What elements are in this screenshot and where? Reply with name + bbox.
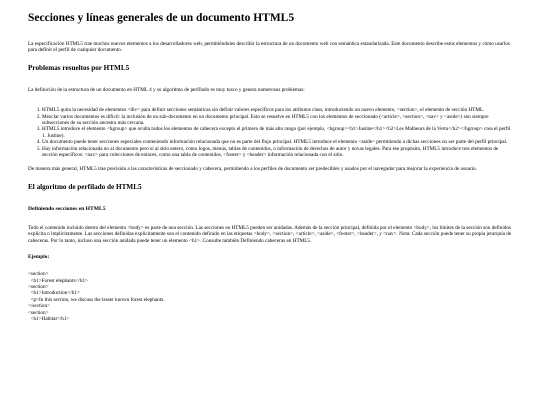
section-heading-problems: Problemas resueltos por HTML5 — [28, 63, 130, 72]
example-label: Ejemplo: — [28, 254, 50, 261]
section-heading-algorithm: El algoritmo de perfilado de HTML5 — [28, 182, 142, 191]
intro-paragraph: La especificación HTML5 trae muchos nuevos elementos a los desarrolladores web, permitiéndoles describir la estructura de un documento web con semántica estandarizada. Este documento describe estos elementos y cómo usarlos para definir el perfil de cualquier documento. — [28, 41, 510, 54]
list-item: 1. HTML5 quita la necesidad de elementos <div> para definir secciones semánticas sin definir valores específicos para los atributos class, introduciendo un nuevo elemento, <section>, el elemento de sección HTML. — [42, 107, 512, 113]
problems-list — [28, 107, 512, 158]
code-example — [28, 271, 512, 322]
problems-intro-paragraph: La definición de la estructura de un documento en HTML 4 y su algoritmo de perfilado es muy tosco y genera numerosos problemas: — [28, 86, 305, 93]
list-item: 4. Un documento puede tener secciones especiales conteniendo información relacionada que no es parte del flujo principal. HTML5 introduce el elemento <aside> permitiendo a dichas secciones no ser parte del perfil principal. — [42, 139, 512, 145]
page-title: Secciones y líneas generales de un documento HTML5 — [28, 12, 295, 24]
code-line: <section> — [28, 309, 49, 316]
list-item: 3. HTML5 introduce el elemento <hgroup> que oculta todos los elementos de cabecera excepto el primero de más alto rango (por ejemplo, <hgroup><h1>Justine</h1><h2>Les Malheurs de la Vertu</h2></hgroup> crea el perfil 1. Justine). — [42, 126, 512, 139]
defining-sections-paragraph: Todo el contenido incluido dentro del elemento <body> es parte de una sección. Las secciones en HTML5 pueden ser anidadas. Además de la sección principal, definida por el elemento <body>, los límites de la sección son definidos explícita o implícitamente. Las secciones definidas explícitamente son el contenido definido en las etiquetas <body>, <section>, <article>, <aside>, <footer>, <header>, y <nav>. Nota: Cada sección puede tener su propia jerarquía de cabeceras. Por lo tanto, incluso una sección anidada puede tener un elemento <h1>. Consulte también Definiendo cabeceras en HTML5. — [28, 224, 512, 244]
subsection-heading-defining-sections: Definiendo secciones en HTML5 — [28, 205, 106, 212]
code-line: </section> — [28, 303, 50, 310]
code-line: <section> — [28, 271, 49, 278]
problems-closing-paragraph: De manera más general, HTML5 trae precisión a las características de seccionado y cabecera, permitiendo a los perfiles de documento ser predecibles y usados por el navegador para mejorar la experiencia de usuario. — [28, 166, 477, 173]
code-line: <h1>Forest elephants</h1> — [28, 277, 88, 284]
code-line: <h1>Habitat</h1> — [28, 315, 70, 322]
code-line: <h1>Introduction</h1> — [28, 290, 80, 297]
list-item: 2. Mezclar varios documentos es difícil: la inclusión de un sub-documento en un documento principal. Esto se resuelve en HTML5 con los elementos de seccionado (<article>, <section>, <nav> y <aside>) son siempre subsecciones de su sección ancestra más cercana. — [42, 114, 512, 127]
list-item: 5. Hay información relacionada no al documento pero sí al sitio entero, como logos, menús, tablas de contenidos, o información de derechos de autor y novas legales. Para ese propósito, HTML5 introduce tres elementos de sección específicos: <nav> para colecciones de enlaces, como una tabla de contenidos, <footer> y <header> información relacionada con el sitio. — [42, 146, 512, 159]
code-line: <section> — [28, 283, 49, 290]
code-line: <p>In this section, we discuss the lesser known forest elephants. — [28, 296, 165, 303]
